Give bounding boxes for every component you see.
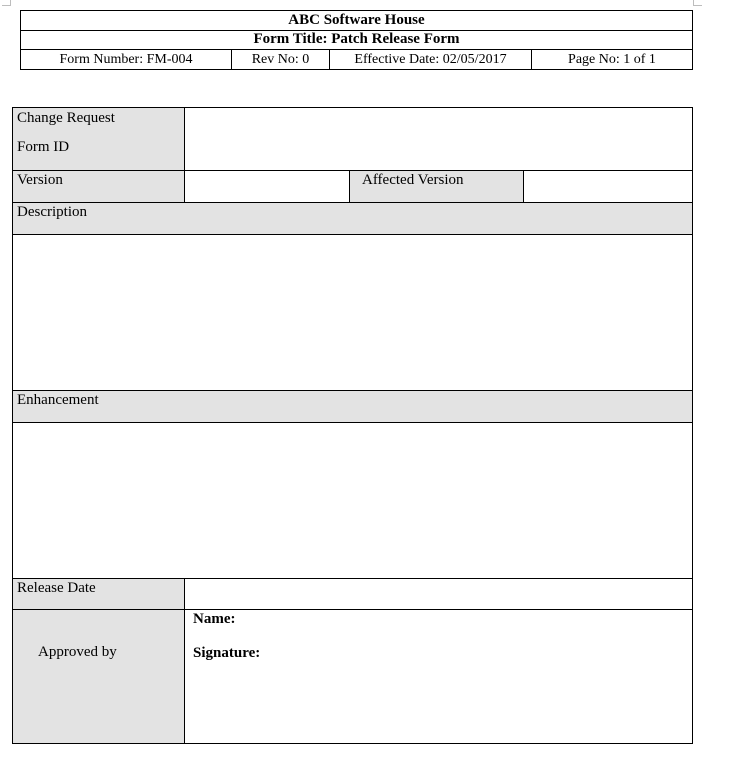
effective-date: Effective Date: 02/05/2017 [330, 50, 532, 69]
form-header [20, 10, 693, 70]
release-date-label-cell [13, 579, 185, 609]
affected-version-label: Affected Version [362, 172, 464, 188]
form-meta-row [21, 50, 692, 69]
change-request-label-line1: Change Request [17, 110, 115, 126]
rev-number: Rev No: 0 [232, 50, 330, 69]
approved-by-row [13, 610, 692, 743]
crop-mark-top-right [693, 0, 702, 6]
enhancement-header-row [13, 391, 692, 423]
crop-mark-top-left [2, 0, 11, 6]
form-title: Form Title: Patch Release Form [21, 31, 692, 50]
release-date-label: Release Date [17, 580, 96, 596]
release-date-field[interactable] [185, 579, 692, 609]
release-date-row [13, 579, 692, 610]
change-request-label-line2: Form ID [17, 139, 70, 155]
change-request-field[interactable] [185, 108, 692, 170]
name-label: Name: [193, 611, 236, 627]
description-field[interactable] [13, 235, 692, 391]
enhancement-field[interactable] [13, 423, 692, 579]
approved-by-label-cell [13, 610, 185, 743]
enhancement-label: Enhancement [17, 392, 99, 408]
approved-by-label: Approved by [38, 644, 117, 660]
description-label: Description [17, 204, 87, 220]
affected-version-label-cell [350, 171, 524, 202]
version-label-cell [13, 171, 185, 202]
description-header-row [13, 203, 692, 235]
signature-label: Signature: [193, 645, 261, 661]
affected-version-field[interactable] [524, 171, 692, 202]
company-name: ABC Software House [21, 11, 692, 31]
approval-field[interactable] [185, 610, 692, 743]
version-label: Version [17, 172, 63, 188]
version-row [13, 171, 692, 203]
page-number: Page No: 1 of 1 [568, 52, 656, 67]
form-number: Form Number: FM-004 [21, 50, 232, 69]
change-request-label [13, 108, 185, 170]
change-request-row [13, 108, 692, 171]
version-field[interactable] [185, 171, 350, 202]
patch-release-form [12, 107, 693, 744]
